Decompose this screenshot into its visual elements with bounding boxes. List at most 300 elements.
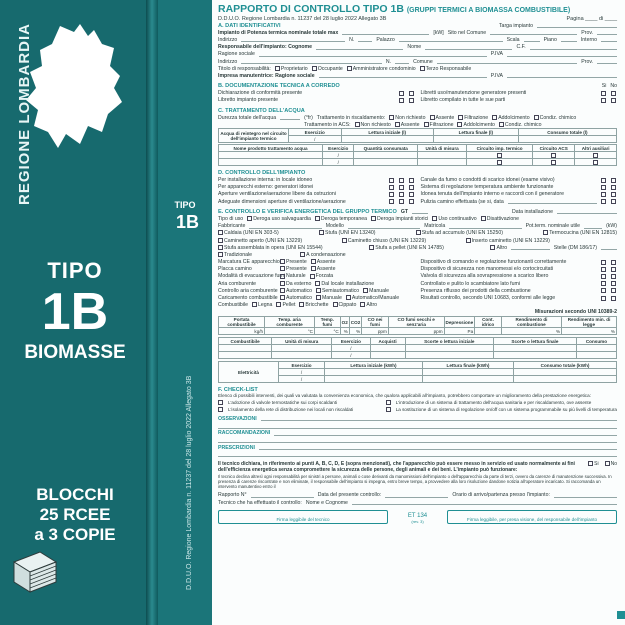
section-a-heading: A. DATI IDENTIFICATIVI [218, 22, 281, 29]
tecnico-nome-field[interactable] [352, 500, 617, 505]
et-code: ET 134 [407, 513, 428, 520]
tipo-uso-option: Disattivazione [486, 215, 519, 222]
section-b-heading: B. DOCUMENTAZIONE TECNICA A CORREDO [218, 83, 340, 90]
nome-cognome-label: Nome e Cognome [305, 499, 348, 506]
elettricita-table [218, 361, 617, 383]
checkbox[interactable] [369, 245, 374, 250]
table-cell[interactable] [354, 152, 418, 159]
scala-field[interactable] [524, 37, 540, 42]
checkbox[interactable] [551, 160, 556, 165]
blocchi-line: BLOCCHI [36, 485, 114, 504]
matricola-field[interactable] [449, 224, 521, 229]
checkbox[interactable] [499, 122, 504, 127]
orario-label: Orario di arrivo/partenza presso l'impianto: [452, 492, 550, 499]
checkbox[interactable] [399, 185, 404, 190]
measure-cell[interactable]: ppm [388, 328, 444, 335]
checkbox[interactable] [319, 230, 324, 235]
checkbox[interactable] [430, 115, 435, 120]
potenza-field[interactable] [342, 30, 429, 35]
checkbox[interactable] [497, 160, 502, 165]
col-header: CO fumi secchi e senz'aria [388, 317, 444, 328]
table-cell[interactable]: / [332, 352, 370, 359]
raccomandazioni-field[interactable] [218, 438, 617, 443]
potenza-nom-field[interactable] [584, 224, 602, 229]
targa-field[interactable] [537, 23, 617, 28]
checkbox[interactable] [611, 178, 616, 183]
checkbox[interactable] [551, 153, 556, 158]
table-cell[interactable] [405, 352, 493, 359]
section-e-heading: E. CONTROLLO E VERIFICA ENERGETICA DEL GRUPPO TERMICO [218, 208, 397, 215]
tratt-option: Addolcimento [463, 121, 495, 128]
checkbox[interactable] [611, 296, 616, 301]
checkbox[interactable] [601, 185, 606, 190]
checkbox[interactable] [601, 199, 606, 204]
prescrizioni-field[interactable] [259, 445, 617, 450]
checkbox[interactable] [389, 178, 394, 183]
checklist-item: L'isolamento della rete di distribuzione nei locali non riscaldati [228, 407, 354, 413]
checkbox-no[interactable] [409, 98, 414, 103]
checkbox[interactable] [346, 295, 351, 300]
titolo-resp-label: Titolo di responsabilità: [218, 65, 271, 72]
table-cell[interactable] [514, 376, 617, 383]
col-header: Portata combustibile [219, 317, 265, 328]
checkbox-si[interactable] [601, 98, 606, 103]
field-option: Pellet [282, 302, 296, 309]
durezza-label: Durezza totale dell'acqua [218, 114, 277, 121]
checkbox[interactable] [611, 199, 616, 204]
interno-field[interactable] [601, 37, 617, 42]
misurazioni-table [218, 316, 617, 335]
responsabilita-note: Il tecnico declina altresì ogni responsabilità per sinistri a persone, animali o cose derivanti da manomissioni dell'impianto o dell'apparecchio da parte di terzi, ovvero da carenze di manutenzione successiva. In presenza di carenze riscontrate e non eliminate, il responsabile dell'impianto si impegna, entro breve tempo, a provvedere alla loro risoluzione dandone notizia all'operatore incaricato. Si raccomanda un intervento manutentivo entro il [218, 473, 612, 490]
field-option: Manuale [321, 295, 342, 302]
a-field-label: Palazzo [376, 36, 395, 43]
checkbox[interactable] [371, 216, 376, 221]
field-option: Dal locale installazione [321, 280, 375, 287]
checklist-item: La sostituzione di un sistema di regolazione on/off con un sistema programmabile su più livelli di temperatura [395, 407, 617, 413]
col-header: Circuito ACS [533, 145, 575, 152]
stelle-label: Stelle (DM 186/17) [553, 244, 598, 251]
table-cell[interactable] [467, 152, 533, 159]
checkbox[interactable] [280, 288, 285, 293]
tipo-uso-label: Tipo di uso [218, 215, 244, 222]
blocchi-line: a 3 COPIE [34, 525, 116, 544]
targa-label: Targa impianto [498, 22, 533, 29]
table-cell[interactable] [341, 136, 433, 143]
checkbox[interactable] [420, 66, 425, 71]
checkbox[interactable] [218, 230, 223, 235]
resp-prov-field[interactable] [597, 59, 617, 64]
checkbox-no[interactable] [611, 98, 616, 103]
modello-field[interactable] [348, 224, 420, 229]
field-option: Automatico [286, 295, 312, 302]
checkbox[interactable] [280, 274, 285, 279]
checkbox[interactable] [363, 288, 368, 293]
ragione-sociale-field[interactable] [259, 52, 487, 57]
col-header: Rendimento di combustione [501, 317, 561, 328]
checkbox[interactable] [389, 192, 394, 197]
table-cell[interactable] [354, 159, 418, 166]
et-rev: (rev. 3) [411, 519, 424, 525]
corner-marker [617, 611, 625, 619]
table-cell[interactable] [533, 152, 575, 159]
no-label: No [610, 83, 617, 90]
table-cell[interactable] [418, 152, 467, 159]
table-cell[interactable] [576, 345, 616, 352]
orario-field[interactable] [554, 493, 617, 498]
tipo-description: BIOMASSE [24, 342, 126, 363]
field-label: Combustibile [218, 302, 248, 309]
table-cell[interactable] [576, 352, 616, 359]
checkbox[interactable] [601, 192, 606, 197]
checkbox[interactable] [280, 259, 285, 264]
checkbox[interactable] [611, 185, 616, 190]
doc-item: Dichiarazione di conformità presente [218, 90, 303, 97]
checkbox[interactable] [601, 178, 606, 183]
table-cell[interactable] [493, 345, 576, 352]
checkbox[interactable] [389, 199, 394, 204]
measure-cell[interactable]: % [340, 328, 349, 335]
checkbox[interactable] [416, 230, 421, 235]
table-cell[interactable] [493, 352, 576, 359]
checkbox-no[interactable] [611, 91, 616, 96]
checkbox-no[interactable] [409, 91, 414, 96]
checkbox[interactable] [315, 281, 320, 286]
palazzo-field[interactable] [399, 37, 503, 42]
checkbox[interactable] [601, 296, 606, 301]
checkbox[interactable] [311, 259, 316, 264]
osservazioni-field[interactable] [218, 424, 617, 429]
firma-responsabile-box[interactable] [447, 510, 617, 524]
durezza-field[interactable] [280, 115, 300, 120]
checklist-intro: Elenco di possibili interventi, dei quali va valutata la convenienza economica, che qualora applicabili all'impianto, potrebbero comportare un miglioramento della prestazione energetica: [218, 393, 591, 398]
numero-field[interactable] [358, 37, 372, 42]
col-header: Circuito imp. termico [467, 145, 533, 152]
check-item: Adeguate dimensioni aperture di ventilazione/aerazione [218, 198, 346, 205]
a-field-label: Responsabile dell'impianto: Cognome [218, 44, 313, 51]
measure-cell[interactable]: ppm [362, 328, 389, 335]
checkbox-no[interactable] [605, 461, 610, 466]
data-controllo-label: Data del presente controllo: [317, 492, 382, 499]
checkbox[interactable] [534, 115, 539, 120]
table-cell[interactable] [575, 152, 617, 159]
combustibile-table [218, 337, 617, 359]
tecnico-dichiarazione: Il tecnico dichiara, in riferimento ai punti A, B, C, D, E (sopra menzionati), che l'apparecchio può essere messo in servizio ed usato normalmente ai fini dell'efficienza energetica senza compromettere la sicurezza delle persone, degli animali e dei beni. L'impianto può funzionare: [218, 460, 575, 473]
cf-field[interactable] [530, 45, 617, 50]
checkbox[interactable] [399, 199, 404, 204]
titolo-option: Terzo Responsabile [425, 65, 472, 72]
tratt-option: Non richiesto [360, 121, 391, 128]
checkbox[interactable] [218, 400, 223, 405]
piva-field[interactable] [507, 52, 617, 57]
checkbox[interactable] [432, 216, 437, 221]
field-label: Aria comburente [218, 280, 257, 287]
col-header: Esercizio [332, 338, 370, 345]
checkbox[interactable] [611, 274, 616, 279]
apparecchio-option: A condensazione [306, 251, 346, 258]
measure-cell[interactable]: °C [265, 328, 315, 335]
table-cell[interactable] [433, 136, 518, 143]
table-cell[interactable] [518, 136, 616, 143]
checkbox[interactable] [497, 153, 502, 158]
checkbox[interactable] [280, 266, 285, 271]
checkbox[interactable] [399, 192, 404, 197]
table-cell[interactable] [467, 159, 533, 166]
table-cell[interactable] [325, 369, 423, 376]
resp-indirizzo-field[interactable] [241, 59, 382, 64]
checkbox[interactable] [299, 302, 304, 307]
table-cell[interactable]: / [332, 345, 370, 352]
checkbox[interactable] [543, 230, 548, 235]
data-controllo-field[interactable] [385, 493, 448, 498]
checkbox[interactable] [315, 216, 320, 221]
checkbox[interactable] [611, 281, 616, 286]
control-report-form: RAPPORTO DI CONTROLLO TIPO 1B (GRUPPI TERMICI A BIOMASSA COMBUSTIBILE) D.D.U.O. Regione Lombardia n. 11237 del 28 luglio 2022 Allegato 3B Pagina ____ di ____ A. DATI IDENTIFICATIVI Targa impianto Impianto di Potenza termica nominale totale max [kW] Sito nel Comune Prov. Indirizzo N. Palazzo Scala Piano Interno Responsabile dell'impianto: Cognome Nome C.F. Ragione sociale P.IVA Indirizzo N. Comune Prov. Titolo di responsabilità: Proprietario Occupante Amministratore condominio Terzo Responsabile Impresa manutentrice: Ragione sociale P.IVA B. DOCUMENTAZIONE TECNICA A CORREDO Si No Dichiarazione di conformità presente Libretto impianto presente Libretti uso/manutenzione generatore presenti Libretto compilato in tutte le sue parti C. TRATTAMENTO DELL'ACQUA Durezza totale dell'acqua (°fr) Trattamento in riscaldamento: Non richiesto Assente Filtrazione Addolcimento Condiz. chimico Trattamento in ACS: Non richiesto Assente Filtrazione Addolcimento Condiz. chimico Acqua di reintegro nel circuito dell'impianto termico Esercizio Lettura iniziale (l) Lettura finale (l) Consumo totale (l) / Nome prodotto trattamento acqua Esercizio Quantità consumata Unità di misura Circuito imp. termico Circuito ACS Altri ausiliari / / D. CONTROLLO DELL'IMPIANTO Per installazione interna: in locale idoneo Per apparecchi esterno: generatori idonei Aperture ventilazione/aerazione libere da ostruzioni Adeguate dimensioni aperture di ventilazione/aerazione Canale da fumo o condotti di scarico idonei (esame visivo) Sistema di regolazione temperatura ambiente funzionante Idonea tenuta dell'impianto interno e raccordi con il generatore Pulizia camino effettuata (se si, data E. CONTROLLO E VERIFICA ENERGETICA DEL GRUPPO TERMICO GT Data installazione Tipo di uso Deroga uso salvaguardia Deroga temporanea Deroga impianti storici Uso continuativo Disattivazione Fabbricante Modello Matricola Pot.term. nominale utile (kW) Caldaia (UNI EN 303-5) Stufa (UNI EN 13240) Stufa ad accumulo (UNI EN 15250) Termocucina (UNI EN 12815) Caminetto aperto (UNI EN 13229) Caminetto chiuso (UNI EN 13229) Inserto caminetto (UNI EN 13229) Stufa assemblata in opera (UNI EN 15544) Stufa a pellet (UNI EN 14785) Altro Stelle (DM 186/17) Tradizionale A condensazione Marcatura CE apparecchio Presente Assente Placca camino Presente Assente Modalità di evacuazione fumi Naturale Forzata Aria comburente Da esterno Dal locale installazione Controllo aria comburente Automatico Semiautomatico Manuale Caricamento combustibile Automatico Manuale Automatico/Manuale Combustibile Legna Pellet Bricchette Cippato Altro Dispositivo di comando e regolazione funzionanti correttamente Dispositivo di sicurezza non manomessi e/o cortocircuitati Valvola di sicurezza alla sovrapressione a scarico libero Controllato e pulito lo scambiatore lato fumi Presenza riflusso dei prodotti della combustione Risultati controllo, secondo UNI 10683, conformi alle legge Misurazioni secondo UNI 10389-2 Portata combustibile Temp. aria comburente Temp. fumi O2 CO2 CO nei fumi CO fumi secchi e senz'aria Depressione Cont. idrico Rendimento di combustione Rendimento min. di legge kg/h °C °C % % ppm ppm Pa % % Combustibile Unità di misura Esercizio Acquisti Scorte o lettura iniziale Scorte o lettura finale Consumo / / Elettricità Esercizio Lettura iniziale (kWh) Lettura finale (kWh) Consumo totale (kWh) / / F. CHECK-LIST Elenco di possibili interventi, dei quali va valutata la convenienza economica, che qualora applicabili all'impianto, potrebbero comportare un miglioramento della prestazione energetica: L'adozione di valvole termostatiche sui corpi scaldanti L'isolamento della rete di distribuzione nei locali non riscaldati L'introduzione di un sistema di trattamento dell'acqua sanitaria e per riscaldamento, ove assente La sostituzione di un sistema di regolazione on/off con un sistema programmabile su più livelli di temperatura OSSERVAZIONI RACCOMANDAZIONI PRESCRIZIONI Il tecnico dichiara, in riferimento ai punti A, B, C, D, E (sopra menzionati), che l'apparecchio può essere messo in servizio ed usato normalmente ai fini dell'efficienza energetica senza compromettere la sicurezza delle persone, degli animali e dei beni. L'impianto può funzionare: Si No Il tecnico declina altresì ogni responsabilità per sinistri a persone, animali o cose derivanti da manomissioni dell'impianto o dell'apparecchio da parte di terzi, ovvero da carenze di manutenzione successiva. In presenza di carenze riscontrate e non eliminate, il responsabile dell'impianto si impegna, entro breve tempo, a provvedere alla loro risoluzione dandone notizia all'operatore incaricato. Si raccomanda un intervento manutentivo entro il Rapporto N° Data del presente controllo: Orario di arrivo/partenza presso l'impianto: Tecnico che ha effettuato il controllo: Nome e Cognome Firma leggibile del tecnico ET 134 (rev. 3) Firma leggibile, per presa visione, del responsabile dell'impianto [212, 0, 625, 625]
checkbox[interactable] [593, 160, 598, 165]
comune-field[interactable] [490, 30, 577, 35]
table-cell[interactable] [272, 345, 332, 352]
col-header: Esercizio [279, 362, 325, 369]
altro-field[interactable] [511, 245, 550, 250]
table-cell[interactable] [422, 376, 513, 383]
checkbox[interactable] [395, 122, 400, 127]
checkbox[interactable] [466, 238, 471, 243]
checkbox[interactable] [280, 281, 285, 286]
checkbox[interactable] [424, 122, 429, 127]
form-spine [158, 0, 212, 625]
rapporto-field[interactable] [251, 493, 314, 498]
checkbox-si[interactable] [601, 91, 606, 96]
checkbox[interactable] [218, 407, 223, 412]
table-cell[interactable] [370, 352, 405, 359]
check-item: Idonea tenuta dell'impianto interno e raccordi con il generatore [420, 191, 564, 198]
tratt-option: Filtrazione [429, 121, 454, 128]
cognome-field[interactable] [316, 45, 403, 50]
reintegro-table [218, 128, 617, 143]
resp-numero-field[interactable] [395, 59, 409, 64]
apparecchio-option: Stufa ad accumulo (UNI EN 15250) [421, 230, 503, 237]
table-cell[interactable] [219, 345, 272, 352]
checkbox[interactable] [409, 192, 414, 197]
checkbox[interactable] [386, 407, 391, 412]
checkbox[interactable] [399, 178, 404, 183]
checkbox[interactable] [218, 238, 223, 243]
table-cell[interactable] [219, 352, 272, 359]
a-field-label: Impianto di Potenza termica nominale totale max [218, 29, 339, 36]
checkbox[interactable] [409, 185, 414, 190]
table-cell[interactable]: / [279, 369, 325, 376]
misurazioni-label: Misurazioni secondo UNI 10389-2 [534, 309, 617, 316]
checkbox[interactable] [355, 122, 360, 127]
tratt-option: Condiz. chimico [539, 114, 577, 121]
col-header: Depressione [444, 317, 475, 328]
rapporto-label: Rapporto N° [218, 492, 247, 499]
checkbox-si[interactable] [399, 98, 404, 103]
osservazioni-label: OSSERVAZIONI [218, 415, 257, 422]
field-option: Altro [366, 302, 378, 309]
table-cell[interactable] [575, 159, 617, 166]
table-cell[interactable] [219, 152, 323, 159]
checkbox[interactable] [276, 302, 281, 307]
col-header: Altri ausiliari [575, 145, 617, 152]
checkbox[interactable] [316, 295, 321, 300]
measure-cell[interactable]: kg/h [219, 328, 265, 335]
spine-tipo-code: 1B [176, 212, 200, 232]
checkbox[interactable] [342, 238, 347, 243]
checkbox[interactable] [275, 66, 280, 71]
col-header: CO nei fumi [362, 317, 389, 328]
table-cell[interactable] [514, 369, 617, 376]
checkbox[interactable] [247, 216, 252, 221]
field-option: Semiautomatico [321, 287, 360, 294]
table-cell[interactable]: / [323, 152, 354, 159]
stelle-field[interactable] [601, 245, 617, 250]
data-pulizia-field[interactable] [508, 199, 597, 204]
table-cell[interactable] [219, 159, 323, 166]
col-header: Rendimento min. di legge [562, 317, 617, 328]
yes-label: Si [601, 83, 607, 90]
checkbox[interactable] [611, 288, 616, 293]
table-cell[interactable] [418, 159, 467, 166]
a-field-label: Prov. [581, 29, 593, 36]
tecnico-label: Tecnico che ha effettuato il controllo: [218, 499, 302, 506]
impresa-piva-field[interactable] [507, 73, 617, 78]
checkbox[interactable] [389, 185, 394, 190]
checkbox[interactable] [347, 66, 352, 71]
piano-field[interactable] [561, 37, 577, 42]
installazione-field[interactable] [557, 209, 617, 214]
table-cell[interactable]: / [279, 376, 325, 383]
spine-region-label: REGIONE LOMBARDIA [16, 23, 33, 205]
checkbox-si[interactable] [588, 461, 593, 466]
tratt-risc-label: Trattamento in riscaldamento: [316, 114, 386, 121]
apparecchio-option: Termocucina (UNI EN 12815) [549, 230, 617, 237]
checkbox[interactable] [389, 115, 394, 120]
col-header: Esercizio [289, 129, 342, 136]
a-field-label: Interno [580, 36, 597, 43]
field-option: Assente [316, 266, 336, 273]
checkbox[interactable] [601, 281, 606, 286]
field-option: Da esterno [286, 280, 312, 287]
table-cell[interactable] [405, 345, 493, 352]
checkbox[interactable] [492, 115, 497, 120]
measure-cell[interactable] [475, 328, 502, 335]
col-header: Consumo [576, 338, 616, 345]
gt-label: GT [400, 208, 409, 215]
checkbox[interactable] [300, 252, 305, 257]
tratt-option: Non richiesto [395, 114, 426, 121]
indirizzo-field[interactable] [241, 37, 345, 42]
resp-comune-field[interactable] [437, 59, 578, 64]
checkbox[interactable] [409, 199, 414, 204]
checkbox[interactable] [218, 245, 223, 250]
table-cell[interactable] [422, 369, 513, 376]
table-cell[interactable] [370, 345, 405, 352]
checkbox[interactable] [280, 295, 285, 300]
apparecchio-option: Inserto caminetto (UNI EN 13229) [471, 237, 550, 244]
checklist-item: L'introduzione di un sistema di trattamento dell'acqua sanitaria e per riscaldamento, ove assente [395, 400, 592, 406]
tratt-option: Assente [435, 114, 455, 121]
checkbox[interactable] [316, 288, 321, 293]
checkbox[interactable] [386, 400, 391, 405]
checkbox[interactable] [409, 178, 414, 183]
titolo-option: Amministratore condominio [352, 65, 416, 72]
nome-field[interactable] [425, 45, 512, 50]
checkbox[interactable] [601, 267, 606, 272]
a-field-label: Sito nel Comune [447, 29, 487, 36]
a-field-label: [kW] [433, 29, 444, 36]
checkbox[interactable] [601, 260, 606, 265]
a-field-label: Scala [506, 36, 520, 43]
checkbox[interactable] [593, 153, 598, 158]
a-field-label: Prov. [581, 58, 594, 65]
checkbox[interactable] [218, 252, 223, 257]
field-label: Placca camino [218, 266, 252, 273]
checkbox-si[interactable] [399, 91, 404, 96]
checkbox[interactable] [601, 274, 606, 279]
impresa-field[interactable] [319, 73, 487, 78]
tipo-code: 1B [41, 283, 109, 341]
check-item: Aperture ventilazione/aerazione libere da ostruzioni [218, 191, 336, 198]
measure-cell[interactable]: °C [315, 328, 341, 335]
durezza-unit: (°fr) [304, 114, 313, 121]
col-header: Esercizio [323, 145, 354, 152]
gt-field[interactable] [412, 209, 428, 214]
checkbox[interactable] [312, 66, 317, 71]
checkbox[interactable] [333, 302, 338, 307]
checkbox[interactable] [458, 115, 463, 120]
checkbox[interactable] [311, 266, 316, 271]
table-cell[interactable]: / [289, 136, 342, 143]
firma-tecnico-box[interactable] [218, 510, 388, 524]
col-header: Temp. aria comburente [265, 317, 315, 328]
fabbricante-label: Fabbricante [218, 223, 246, 230]
measure-cell[interactable]: % [501, 328, 561, 335]
checkbox[interactable] [611, 267, 616, 272]
checkbox[interactable] [457, 122, 462, 127]
table-cell[interactable] [325, 376, 423, 383]
check-item: Dispositivo di comando e regolazione funzionanti correttamente [420, 259, 567, 266]
col-header: Consumo totale (kWh) [514, 362, 617, 369]
apparecchio-option: Caminetto aperto (UNI EN 13229) [224, 237, 303, 244]
tipo-uso-option: Deroga uso salvaguardia [253, 215, 311, 222]
checkbox[interactable] [490, 245, 495, 250]
table-cell[interactable] [533, 159, 575, 166]
tipo-uso-option: Deroga temporanea [320, 215, 368, 222]
field-option: Legna [258, 302, 273, 309]
prov-field[interactable] [597, 30, 617, 35]
checkbox[interactable] [481, 216, 486, 221]
a-field-label: Nome [407, 44, 422, 51]
measure-cell[interactable]: % [349, 328, 361, 335]
prescrizioni-field[interactable] [218, 452, 617, 457]
table-cell[interactable] [272, 352, 332, 359]
measure-cell[interactable]: Pa [444, 328, 475, 335]
fabbricante-field[interactable] [249, 224, 321, 229]
kw-unit: (kW) [606, 223, 618, 230]
osservazioni-field[interactable] [261, 416, 617, 421]
a-field-label: Ragione sociale [218, 51, 255, 58]
checkbox[interactable] [611, 192, 616, 197]
checkbox[interactable] [601, 288, 606, 293]
table-cell[interactable]: / [323, 159, 354, 166]
checkbox[interactable] [360, 302, 365, 307]
a-field-label: N. [385, 58, 392, 65]
checkbox[interactable] [310, 274, 315, 279]
checkbox[interactable] [252, 302, 257, 307]
measure-cell[interactable]: % [562, 328, 617, 335]
raccomandazioni-field[interactable] [274, 431, 617, 436]
checkbox[interactable] [611, 260, 616, 265]
